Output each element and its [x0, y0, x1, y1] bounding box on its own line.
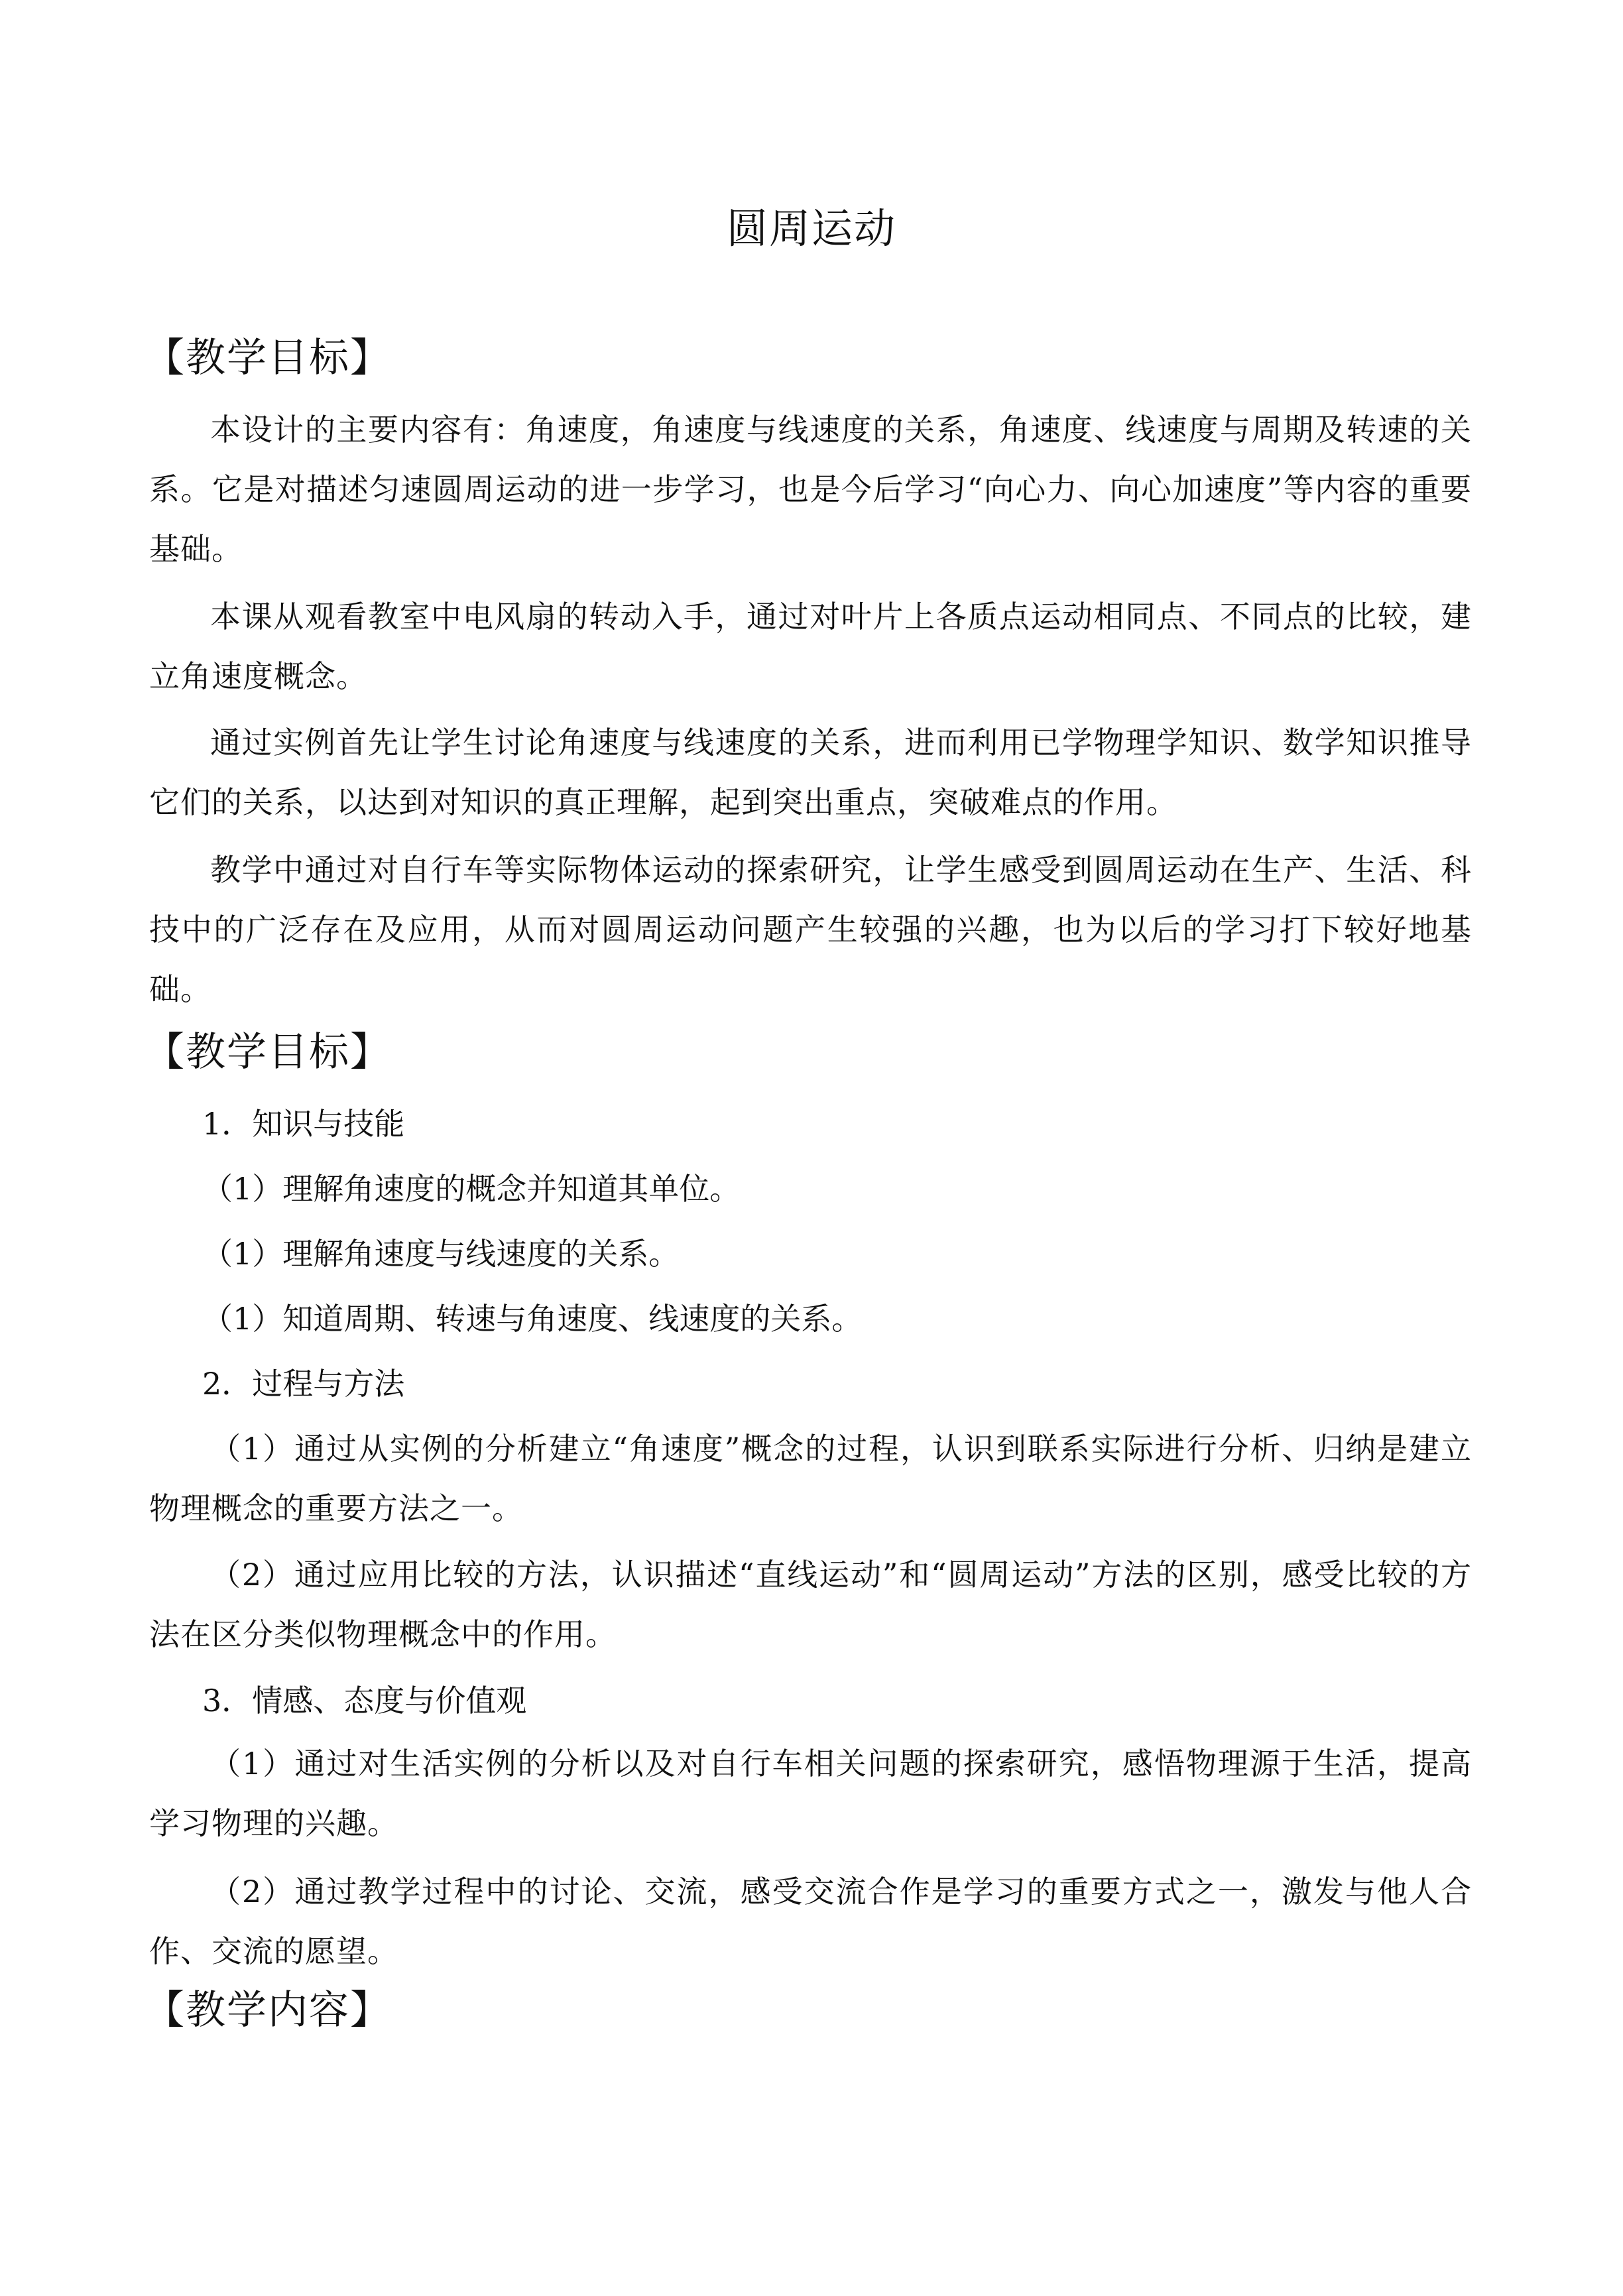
- document-title: 圆周运动: [726, 204, 896, 253]
- list-item: （2）通过教学过程中的讨论、交流，感受交流合作是学习的重要方式之一，激发与他人合作、交流的愿望。: [149, 1874, 1472, 1969]
- paragraph: 本设计的主要内容有：角速度，角速度与线速度的关系，角速度、线速度与周期及转速的关系。它是对描述匀速圆周运动的进一步学习，也是今后学习“向心力、向心加速度”等内容的重要基础。: [149, 412, 1472, 567]
- list-item: （1）通过对生活实例的分析以及对自行车相关问题的探索研究，感悟物理源于生活，提高学习物理的兴趣。: [149, 1746, 1472, 1841]
- section-heading-goals-intro: 【教学目标】: [145, 335, 391, 381]
- list-item: （1）知道周期、转速与角速度、线速度的关系。: [202, 1301, 863, 1337]
- section-heading-content: 【教学内容】: [145, 1987, 391, 2033]
- paragraph: 通过实例首先让学生讨论角速度与线速度的关系，进而利用已学物理学知识、数学知识推导它们的关系，以达到对知识的真正理解，起到突出重点，突破难点的作用。: [149, 725, 1472, 820]
- section-heading-goals: 【教学目标】: [145, 1029, 391, 1075]
- paragraph: 本课从观看教室中电风扇的转动入手，通过对叶片上各质点运动相同点、不同点的比较，建立角速度概念。: [149, 599, 1472, 694]
- list-item: （1）通过从实例的分析建立“角速度”概念的过程，认识到联系实际进行分析、归纳是建立物理概念的重要方法之一。: [149, 1431, 1472, 1526]
- subsection-label-process: 2．过程与方法: [202, 1366, 405, 1402]
- list-item: （1）理解角速度与线速度的关系。: [202, 1236, 680, 1272]
- subsection-label-emotion: 3．情感、态度与价值观: [202, 1683, 527, 1719]
- list-item: （1）理解角速度的概念并知道其单位。: [202, 1171, 741, 1207]
- subsection-label-knowledge: 1．知识与技能: [202, 1106, 405, 1142]
- list-item: （2）通过应用比较的方法，认识描述“直线运动”和“圆周运动”方法的区别，感受比较的方法在区分类似物理概念中的作用。: [149, 1557, 1472, 1652]
- paragraph: 教学中通过对自行车等实际物体运动的探索研究，让学生感受到圆周运动在生产、生活、科技中的广泛存在及应用，从而对圆周运动问题产生较强的兴趣，也为以后的学习打下较好地基础。: [149, 852, 1472, 1007]
